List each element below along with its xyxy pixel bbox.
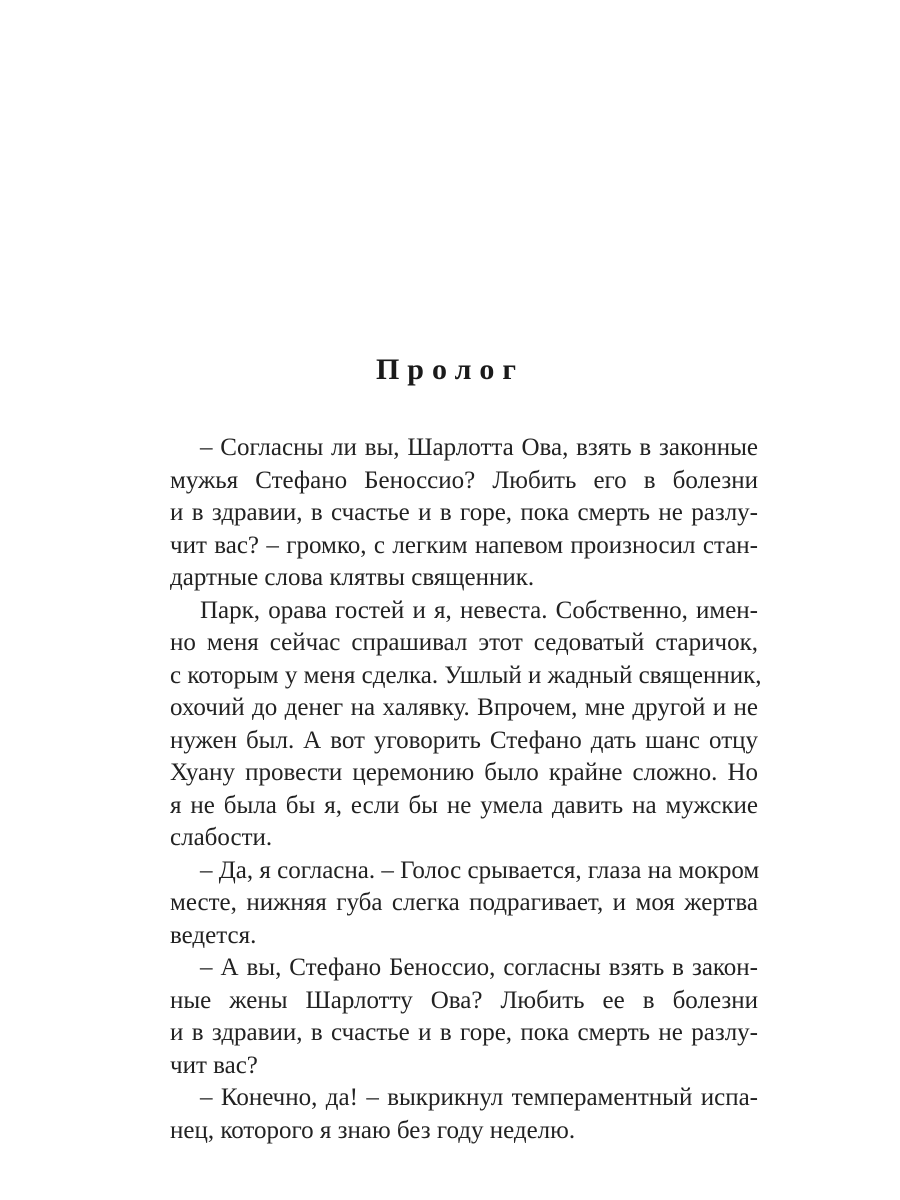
text-line: ведется. [170,921,257,949]
text-line: слабости. [170,824,273,851]
paragraph [140,855,758,953]
text-line: – Конечно, да! – выкрикнул темпераментный испа- [200,1084,758,1111]
text-line: но меня сейчас спрашивал этот седоватый старичок, [170,629,758,656]
text-line: – Согласны ли вы, Шарлотта Ова, взять в законные [200,434,758,461]
text-line: и в здравии, в счастье и в горе, пока смерть не разлу- [170,1019,758,1046]
text-line: мужья Стефано Беноссио? Любить его в болезни [170,466,758,494]
text-line: – А вы, Стефано Беноссио, согласны взять в закон- [200,954,758,981]
paragraph [140,952,758,1082]
paragraph [140,432,758,595]
text-line: нец, которого я знаю без году неделю. [170,1116,576,1144]
text-line: месте, нижняя губа слегка подрагивает, и моя жертва [170,889,758,916]
text-line: с которым у меня сделка. Ушлый и жадный священник, [170,661,762,689]
text-line: нужен был. А вот уговорить Стефано дать шанс отцу [170,726,758,754]
text-line: – Да, я согласна. – Голос срывается, глаза на мокром [200,856,760,884]
chapter-body [140,432,762,1147]
text-line: и в здравии, в счастье и в горе, пока смерть не разлу- [170,499,758,526]
text-line: Парк, орава гостей и я, невеста. Собственно, имен- [200,596,758,624]
text-line: дартные слова клятвы священник. [170,564,535,591]
paragraph [140,1082,758,1147]
chapter-title: Пролог [375,353,525,386]
text-line: охочий до денег на халявку. Впрочем, мне другой и не [170,694,758,721]
text-line: чит вас? [170,1051,258,1079]
text-line: ные жены Шарлотту Ова? Любить ее в болезни [170,986,758,1014]
text-line: Хуану провести церемонию было крайне сложно. Но [170,759,758,786]
text-line: я не была бы я, если бы не умела давить на мужские [170,791,758,819]
paragraph [140,595,762,855]
text-line: чит вас? – громко, с легким напевом произносил стан- [170,531,758,559]
